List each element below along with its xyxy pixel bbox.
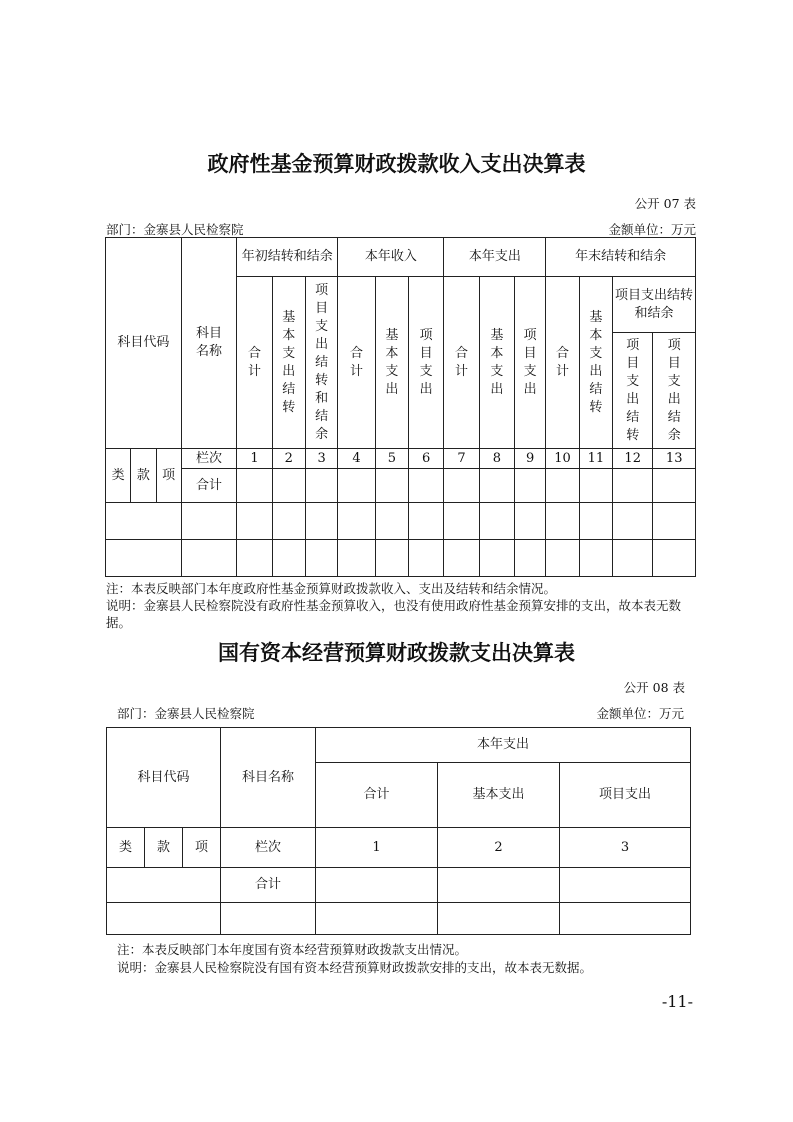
category-item-header: 款 [145,828,183,868]
expense-total-header: 合计 [444,277,479,449]
table07-title: 政府性基金预算财政拨款收入支出决算表 [207,152,586,176]
table08-grid [106,727,691,935]
table08-department: 部门：金寨县人民检察院 [117,706,255,721]
income-project-header: 项目支出 [409,277,444,449]
table-row [107,903,691,935]
column-number: 5 [375,449,408,469]
column-number: 2 [438,828,560,868]
expense-basic-header: 基本支出 [479,277,514,449]
subject-code-header: 科目代码 [107,728,221,828]
column-number: 1 [316,828,438,868]
expense-project-header: 项目支出 [515,277,546,449]
end-project-balance-header: 项目支出结余 [653,333,696,449]
column-number: 6 [409,449,444,469]
column-number-label: 栏次 [221,828,316,868]
expense-total-header: 合计 [316,763,438,828]
expense-group-header: 本年支出 [316,728,691,763]
table-row-total [106,469,696,503]
begin-basic-carry-header: 基本支出结转 [272,277,305,449]
table08-title: 国有资本经营预算财政拨款支出决算表 [218,641,575,665]
begin-balance-group-header: 年初结转和结余 [237,238,338,277]
category-sub-header: 项 [156,449,181,503]
column-number: 3 [560,828,691,868]
column-number: 7 [444,449,479,469]
page-number: -11- [661,992,693,1011]
table08-explanation: 说明：金寨县人民检察院没有国有资本经营预算财政拨款安排的支出，故本表无数据。 [117,960,593,975]
table08-unit: 金额单位：万元 [596,706,684,721]
table07-explanation: 说明：金寨县人民检察院没有政府性基金预算收入，也没有使用政府性基金预算安排的支出，故本表无数据。 [106,598,682,630]
subject-name-header: 科目名称 [221,728,316,828]
begin-total-header: 合计 [237,277,272,449]
sum-row-label: 合计 [221,868,316,903]
table07-code: 公开 07 表 [634,196,696,211]
table08-note: 注：本表反映部门本年度国有资本经营预算财政拨款支出情况。 [117,942,468,957]
column-number: 10 [546,449,579,469]
end-total-header: 合计 [546,277,579,449]
table-row [106,503,696,540]
income-total-header: 合计 [338,277,375,449]
sum-row-label: 合计 [181,469,237,503]
expense-basic-header: 基本支出 [438,763,560,828]
table07-unit: 金额单位：万元 [608,222,696,237]
category-class-header: 类 [106,449,131,503]
end-project-carry-header: 项目支出结转 [613,333,653,449]
expense-group-header: 本年支出 [444,238,546,277]
end-project-carry-balance-group-header: 项目支出结转和结余 [613,277,696,333]
column-number: 2 [272,449,305,469]
end-balance-group-header: 年末结转和结余 [546,238,696,277]
table08-code: 公开 08 表 [623,680,685,695]
column-number: 12 [613,449,653,469]
column-number: 13 [653,449,696,469]
expense-project-header: 项目支出 [560,763,691,828]
subject-name-header: 科目名称 [181,238,237,449]
table-row-total [107,868,691,903]
income-group-header: 本年收入 [338,238,444,277]
category-item-header: 款 [131,449,156,503]
column-number: 4 [338,449,375,469]
column-number: 9 [515,449,546,469]
income-basic-header: 基本支出 [375,277,408,449]
subject-code-header: 科目代码 [106,238,182,449]
end-basic-carry-header: 基本支出结转 [579,277,612,449]
column-number: 1 [237,449,272,469]
table-row [106,540,696,577]
category-class-header: 类 [107,828,145,868]
column-number: 11 [579,449,612,469]
table07-note: 注：本表反映部门本年度政府性基金预算财政拨款收入、支出及结转和结余情况。 [106,581,557,596]
column-number: 8 [479,449,514,469]
column-number-label: 栏次 [181,449,237,469]
begin-project-carry-balance-header: 项目支出结转和结余 [305,277,337,449]
table07-grid [105,237,696,577]
category-sub-header: 项 [183,828,221,868]
column-number: 3 [305,449,337,469]
table07-department: 部门：金寨县人民检察院 [106,222,244,237]
